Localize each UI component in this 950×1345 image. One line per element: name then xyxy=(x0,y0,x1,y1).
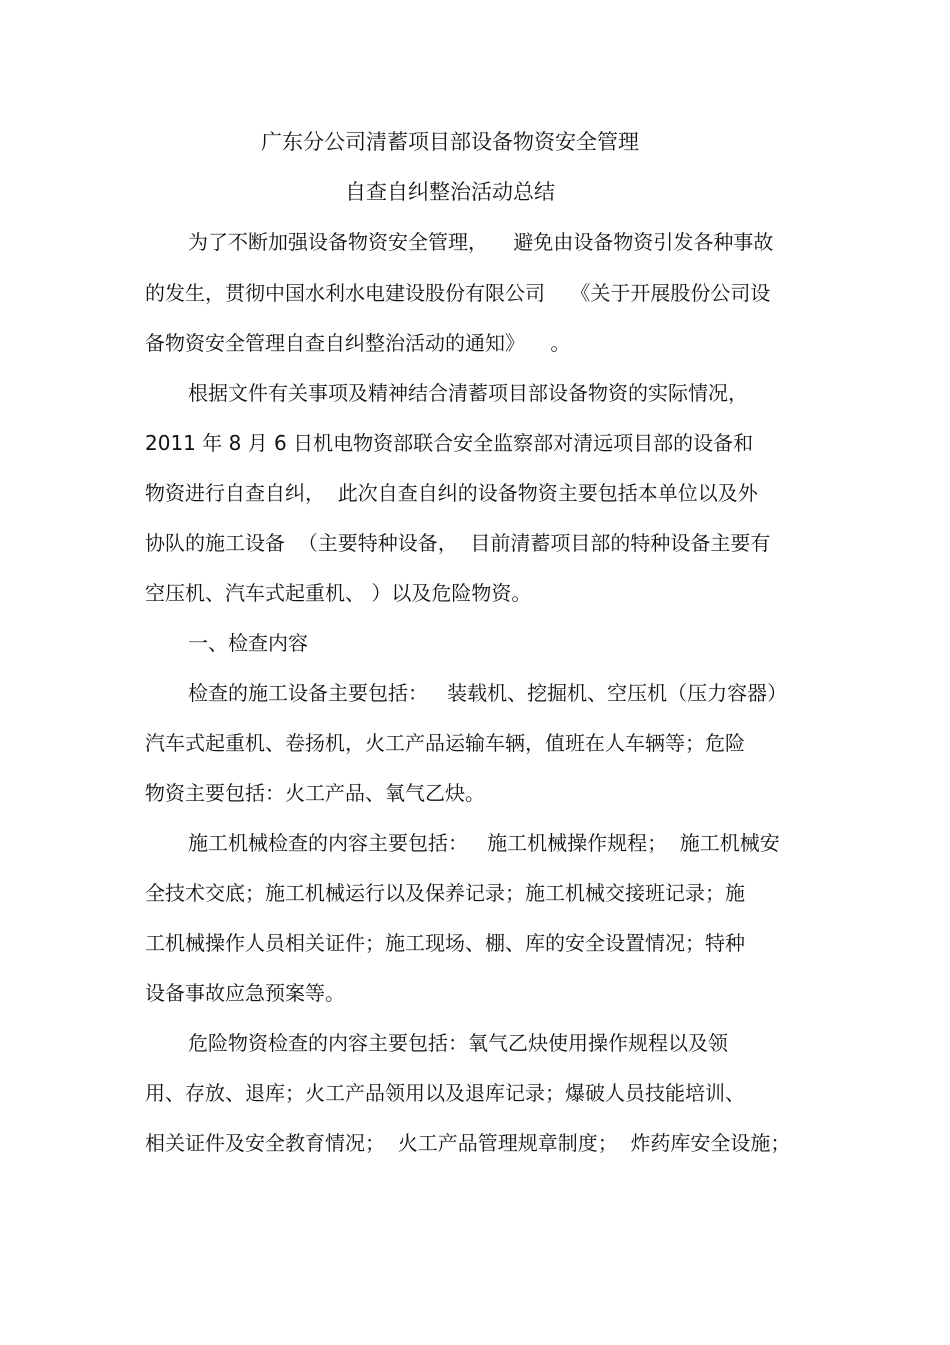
document-title-line-2: 自查自纠整治活动总结 xyxy=(345,180,555,204)
paragraph-line: 施工机械检查的内容主要包括： 施工机械操作规程； 施工机械安 xyxy=(188,831,780,855)
paragraph-line: 物资主要包括：火工产品、氧气乙炔。 xyxy=(145,781,485,805)
paragraph-line: 工机械操作人员相关证件；施工现场、棚、库的安全设置情况；特种 xyxy=(145,931,745,955)
section-heading: 一、检查内容 xyxy=(188,631,308,655)
paragraph-line: 物资进行自查自纠， 此次自查自纠的设备物资主要包括本单位以及外 xyxy=(145,481,758,505)
paragraph-line: 用、存放、退库；火工产品领用以及退库记录；爆破人员技能培训、 xyxy=(145,1081,745,1105)
document-title-line-1: 广东分公司清蓄项目部设备物资安全管理 xyxy=(261,130,639,154)
paragraph-line: 协队的施工设备 （主要特种设备， 目前清蓄项目部的特种设备主要有 xyxy=(145,531,771,555)
paragraph-line: 为了不断加强设备物资安全管理， 避免由设备物资引发各种事故 xyxy=(188,230,774,254)
paragraph-line: 空压机、汽车式起重机、 ）以及危险物资。 xyxy=(145,581,532,605)
paragraph-line: 检查的施工设备主要包括： 装载机、挖掘机、空压机（压力容器） xyxy=(188,681,788,705)
paragraph-line: 汽车式起重机、卷扬机，火工产品运输车辆，值班在人车辆等；危险 xyxy=(145,731,745,755)
paragraph-line: 设备事故应急预案等。 xyxy=(145,981,345,1005)
paragraph-line: 的发生，贯彻中国水利水电建设股份有限公司 《关于开展股份公司设 xyxy=(145,281,771,305)
paragraph-line: 2011 年 8 月 6 日机电物资部联合安全监察部对清远项目部的设备和 xyxy=(145,431,754,455)
paragraph-line: 备物资安全管理自查自纠整治活动的通知》 。 xyxy=(145,331,571,355)
paragraph-line: 危险物资检查的内容主要包括：氧气乙炔使用操作规程以及领 xyxy=(188,1031,728,1055)
paragraph-line: 相关证件及安全教育情况； 火工产品管理规章制度； 炸药库安全设施； xyxy=(145,1131,791,1155)
paragraph-line: 根据文件有关事项及精神结合清蓄项目部设备物资的实际情况， xyxy=(188,381,748,405)
paragraph-line: 全技术交底；施工机械运行以及保养记录；施工机械交接班记录；施 xyxy=(145,881,745,905)
